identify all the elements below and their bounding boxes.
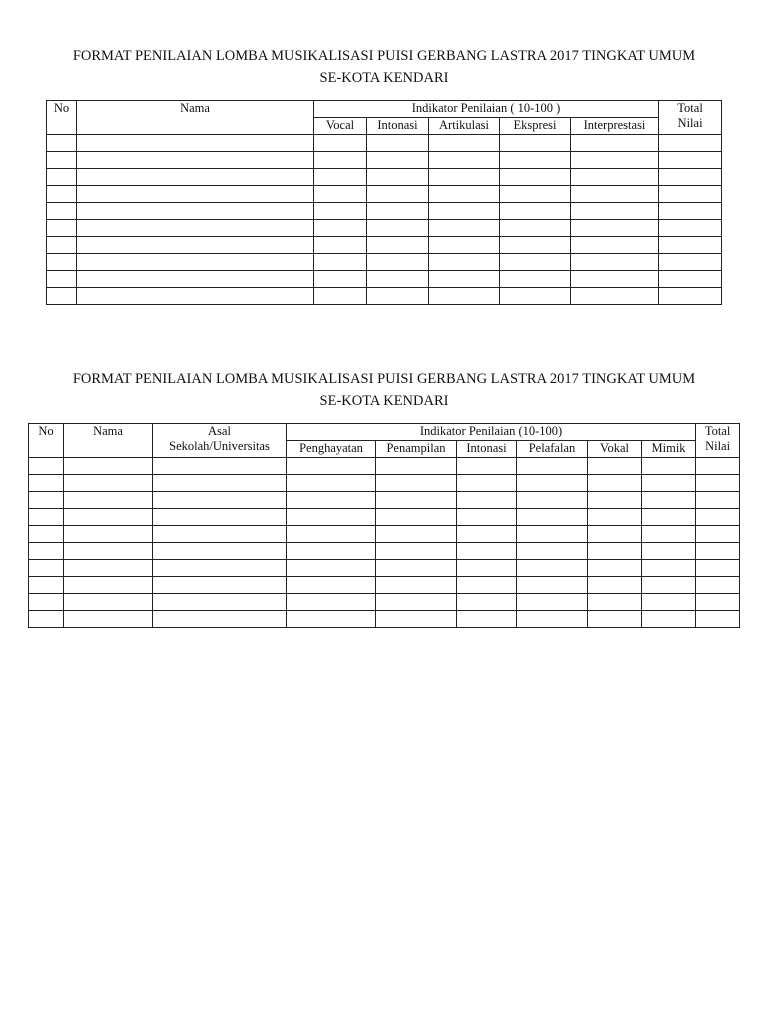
table-cell[interactable] bbox=[77, 288, 314, 305]
table-cell[interactable] bbox=[287, 594, 376, 611]
table-cell[interactable] bbox=[588, 611, 642, 628]
table-cell[interactable] bbox=[429, 186, 500, 203]
table-cell[interactable] bbox=[77, 135, 314, 152]
table-cell[interactable] bbox=[500, 169, 571, 186]
table-cell[interactable] bbox=[376, 492, 457, 509]
table-cell[interactable] bbox=[287, 526, 376, 543]
table-cell[interactable] bbox=[314, 237, 367, 254]
table-cell[interactable] bbox=[64, 458, 153, 475]
table-cell[interactable] bbox=[500, 220, 571, 237]
table-cell[interactable] bbox=[659, 288, 722, 305]
table-cell[interactable] bbox=[153, 526, 287, 543]
table-cell[interactable] bbox=[500, 152, 571, 169]
table-cell[interactable] bbox=[696, 594, 740, 611]
header-criterion: Mimik bbox=[642, 441, 696, 458]
table-cell[interactable] bbox=[287, 543, 376, 560]
table-cell[interactable] bbox=[696, 509, 740, 526]
table-cell[interactable] bbox=[457, 492, 517, 509]
table-cell[interactable] bbox=[287, 611, 376, 628]
table-cell[interactable] bbox=[642, 475, 696, 492]
header-criterion: Intonasi bbox=[457, 441, 517, 458]
table-cell[interactable] bbox=[314, 186, 367, 203]
table-cell[interactable] bbox=[287, 560, 376, 577]
table-cell[interactable] bbox=[642, 526, 696, 543]
table-cell[interactable] bbox=[588, 543, 642, 560]
table-cell[interactable] bbox=[314, 135, 367, 152]
table-cell[interactable] bbox=[64, 543, 153, 560]
table-cell[interactable] bbox=[64, 509, 153, 526]
table-cell[interactable] bbox=[77, 271, 314, 288]
table-cell[interactable] bbox=[367, 237, 429, 254]
table-cell[interactable] bbox=[696, 492, 740, 509]
table-row bbox=[29, 509, 740, 526]
table-cell[interactable] bbox=[367, 254, 429, 271]
table-cell[interactable] bbox=[376, 594, 457, 611]
table-cell[interactable] bbox=[153, 577, 287, 594]
table-cell[interactable] bbox=[287, 475, 376, 492]
table-cell[interactable] bbox=[429, 203, 500, 220]
table-cell[interactable] bbox=[659, 254, 722, 271]
table-cell[interactable] bbox=[287, 509, 376, 526]
table-cell[interactable] bbox=[376, 560, 457, 577]
table-cell[interactable] bbox=[500, 288, 571, 305]
form2-score-table bbox=[28, 423, 740, 628]
table-cell[interactable] bbox=[659, 152, 722, 169]
header-criterion: Vokal bbox=[588, 441, 642, 458]
table-cell[interactable] bbox=[77, 203, 314, 220]
table-cell[interactable] bbox=[376, 526, 457, 543]
table-cell[interactable] bbox=[500, 203, 571, 220]
table-cell[interactable] bbox=[314, 254, 367, 271]
table-cell[interactable] bbox=[153, 458, 287, 475]
header-indikator: Indikator Penilaian (10-100) bbox=[287, 424, 696, 441]
table-cell[interactable] bbox=[376, 475, 457, 492]
table-cell[interactable] bbox=[314, 169, 367, 186]
table-cell[interactable] bbox=[153, 611, 287, 628]
table-cell[interactable] bbox=[500, 186, 571, 203]
table-row bbox=[29, 458, 740, 475]
table-cell[interactable] bbox=[429, 237, 500, 254]
table-cell[interactable] bbox=[367, 186, 429, 203]
table-cell[interactable] bbox=[429, 152, 500, 169]
table-cell[interactable] bbox=[642, 509, 696, 526]
table-row bbox=[47, 152, 722, 169]
table-cell[interactable] bbox=[517, 543, 588, 560]
header-criterion: Intonasi bbox=[367, 118, 429, 135]
table-cell[interactable] bbox=[659, 220, 722, 237]
table-cell[interactable] bbox=[642, 594, 696, 611]
table-cell[interactable] bbox=[517, 492, 588, 509]
header-nama: Nama bbox=[77, 101, 314, 135]
table-row bbox=[29, 611, 740, 628]
table-cell[interactable] bbox=[367, 271, 429, 288]
form2-title-line2: SE-KOTA KENDARI bbox=[319, 393, 449, 409]
table-row bbox=[47, 203, 722, 220]
table-row bbox=[47, 288, 722, 305]
table-cell[interactable] bbox=[367, 203, 429, 220]
table-cell[interactable] bbox=[29, 475, 64, 492]
table-cell[interactable] bbox=[696, 543, 740, 560]
table-cell[interactable] bbox=[642, 492, 696, 509]
header-criterion: Vocal bbox=[314, 118, 367, 135]
table-cell[interactable] bbox=[429, 220, 500, 237]
table-cell[interactable] bbox=[517, 577, 588, 594]
table-cell[interactable] bbox=[457, 458, 517, 475]
form1-score-table bbox=[46, 100, 722, 305]
table-cell[interactable] bbox=[77, 152, 314, 169]
table-cell[interactable] bbox=[696, 526, 740, 543]
table-cell[interactable] bbox=[47, 220, 77, 237]
table-cell[interactable] bbox=[367, 288, 429, 305]
form1-title bbox=[0, 45, 768, 89]
table-cell[interactable] bbox=[29, 509, 64, 526]
table-cell[interactable] bbox=[517, 475, 588, 492]
table-row bbox=[47, 254, 722, 271]
table-cell[interactable] bbox=[314, 152, 367, 169]
table-cell[interactable] bbox=[153, 594, 287, 611]
table-cell[interactable] bbox=[571, 186, 659, 203]
table-cell[interactable] bbox=[29, 458, 64, 475]
header-criterion: Penghayatan bbox=[287, 441, 376, 458]
table-cell[interactable] bbox=[64, 594, 153, 611]
table-cell[interactable] bbox=[429, 288, 500, 305]
table-cell[interactable] bbox=[77, 237, 314, 254]
table-cell[interactable] bbox=[500, 135, 571, 152]
table-cell[interactable] bbox=[588, 509, 642, 526]
header-total-line2: Nilai bbox=[677, 116, 703, 130]
table-cell[interactable] bbox=[47, 169, 77, 186]
table-cell[interactable] bbox=[659, 186, 722, 203]
table-cell[interactable] bbox=[29, 526, 64, 543]
table-cell[interactable] bbox=[517, 594, 588, 611]
table-cell[interactable] bbox=[571, 203, 659, 220]
table-cell[interactable] bbox=[429, 169, 500, 186]
table-cell[interactable] bbox=[659, 271, 722, 288]
table-cell[interactable] bbox=[588, 492, 642, 509]
form2-title bbox=[0, 368, 768, 412]
table-cell[interactable] bbox=[47, 203, 77, 220]
table-cell[interactable] bbox=[642, 577, 696, 594]
table-cell[interactable] bbox=[367, 135, 429, 152]
table-cell[interactable] bbox=[457, 543, 517, 560]
table-cell[interactable] bbox=[642, 543, 696, 560]
table-cell[interactable] bbox=[47, 152, 77, 169]
table-cell[interactable] bbox=[571, 135, 659, 152]
table-row bbox=[47, 237, 722, 254]
header-no: No bbox=[47, 101, 77, 135]
header-total-line2: Nilai bbox=[705, 439, 731, 453]
header-asal-line2: Sekolah/Universitas bbox=[169, 439, 270, 453]
table-row bbox=[47, 271, 722, 288]
table-cell[interactable] bbox=[571, 288, 659, 305]
table-cell[interactable] bbox=[287, 492, 376, 509]
table-cell[interactable] bbox=[659, 237, 722, 254]
table-cell[interactable] bbox=[64, 560, 153, 577]
header-total-line1: Total bbox=[677, 101, 703, 115]
table-cell[interactable] bbox=[696, 475, 740, 492]
table-cell[interactable] bbox=[571, 271, 659, 288]
table-cell[interactable] bbox=[571, 254, 659, 271]
table-cell[interactable] bbox=[642, 560, 696, 577]
table-row bbox=[29, 594, 740, 611]
header-criterion: Pelafalan bbox=[517, 441, 588, 458]
table-cell[interactable] bbox=[500, 271, 571, 288]
header-indikator: Indikator Penilaian ( 10-100 ) bbox=[314, 101, 659, 118]
table-cell[interactable] bbox=[429, 271, 500, 288]
table-cell[interactable] bbox=[47, 288, 77, 305]
header-criterion: Artikulasi bbox=[429, 118, 500, 135]
table-cell[interactable] bbox=[376, 543, 457, 560]
table-cell[interactable] bbox=[77, 220, 314, 237]
table-cell[interactable] bbox=[457, 594, 517, 611]
table-row bbox=[29, 526, 740, 543]
table-cell[interactable] bbox=[64, 526, 153, 543]
table-cell[interactable] bbox=[588, 560, 642, 577]
table-cell[interactable] bbox=[29, 594, 64, 611]
table-cell[interactable] bbox=[659, 135, 722, 152]
table-cell[interactable] bbox=[314, 288, 367, 305]
table-cell[interactable] bbox=[64, 577, 153, 594]
table-cell[interactable] bbox=[153, 543, 287, 560]
table-cell[interactable] bbox=[500, 237, 571, 254]
table-cell[interactable] bbox=[29, 543, 64, 560]
table-row bbox=[29, 577, 740, 594]
header-asal bbox=[153, 424, 287, 458]
table-cell[interactable] bbox=[696, 458, 740, 475]
table-cell[interactable] bbox=[367, 169, 429, 186]
table-cell[interactable] bbox=[588, 458, 642, 475]
table-cell[interactable] bbox=[314, 220, 367, 237]
table-cell[interactable] bbox=[153, 509, 287, 526]
table-cell[interactable] bbox=[429, 254, 500, 271]
table-cell[interactable] bbox=[517, 526, 588, 543]
table-row bbox=[47, 169, 722, 186]
table-row bbox=[29, 560, 740, 577]
table-cell[interactable] bbox=[367, 152, 429, 169]
header-criterion: Ekspresi bbox=[500, 118, 571, 135]
header-criterion: Penampilan bbox=[376, 441, 457, 458]
table-cell[interactable] bbox=[29, 492, 64, 509]
table-cell[interactable] bbox=[29, 560, 64, 577]
table-cell[interactable] bbox=[47, 271, 77, 288]
table-row bbox=[47, 220, 722, 237]
table-cell[interactable] bbox=[588, 475, 642, 492]
table-cell[interactable] bbox=[517, 560, 588, 577]
table-cell[interactable] bbox=[77, 254, 314, 271]
table-cell[interactable] bbox=[696, 560, 740, 577]
table-cell[interactable] bbox=[47, 237, 77, 254]
table-cell[interactable] bbox=[571, 220, 659, 237]
table-cell[interactable] bbox=[588, 594, 642, 611]
table-cell[interactable] bbox=[517, 509, 588, 526]
table-cell[interactable] bbox=[29, 577, 64, 594]
header-total-line1: Total bbox=[704, 424, 731, 438]
table-cell[interactable] bbox=[429, 135, 500, 152]
table-cell[interactable] bbox=[457, 611, 517, 628]
table-row bbox=[47, 186, 722, 203]
header-total bbox=[659, 101, 722, 135]
table-cell[interactable] bbox=[457, 526, 517, 543]
table-cell[interactable] bbox=[642, 611, 696, 628]
table-cell[interactable] bbox=[153, 560, 287, 577]
form1-title-line2: SE-KOTA KENDARI bbox=[319, 70, 449, 86]
table-cell[interactable] bbox=[314, 203, 367, 220]
table-cell[interactable] bbox=[696, 577, 740, 594]
table-cell[interactable] bbox=[659, 203, 722, 220]
table-cell[interactable] bbox=[77, 186, 314, 203]
header-nama: Nama bbox=[64, 424, 153, 458]
table-cell[interactable] bbox=[642, 458, 696, 475]
table-cell[interactable] bbox=[77, 169, 314, 186]
table-cell[interactable] bbox=[47, 135, 77, 152]
table-cell[interactable] bbox=[64, 492, 153, 509]
table-cell[interactable] bbox=[153, 475, 287, 492]
table-cell[interactable] bbox=[64, 611, 153, 628]
header-asal-line1: Asal bbox=[208, 424, 231, 438]
table-cell[interactable] bbox=[314, 271, 367, 288]
form1-title-line1: FORMAT PENILAIAN LOMBA MUSIKALISASI PUISI GERBANG LASTRA 2017 TINGKAT UMUM bbox=[72, 48, 696, 64]
table-cell[interactable] bbox=[376, 458, 457, 475]
table-cell[interactable] bbox=[659, 169, 722, 186]
table-cell[interactable] bbox=[287, 577, 376, 594]
table-cell[interactable] bbox=[367, 220, 429, 237]
table-cell[interactable] bbox=[376, 577, 457, 594]
table-cell[interactable] bbox=[457, 475, 517, 492]
table-cell[interactable] bbox=[376, 611, 457, 628]
table-cell[interactable] bbox=[571, 237, 659, 254]
table-cell[interactable] bbox=[376, 509, 457, 526]
table-row bbox=[47, 135, 722, 152]
table-cell[interactable] bbox=[696, 611, 740, 628]
table-cell[interactable] bbox=[517, 458, 588, 475]
table-cell[interactable] bbox=[153, 492, 287, 509]
table-cell[interactable] bbox=[64, 475, 153, 492]
table-row bbox=[29, 543, 740, 560]
header-total bbox=[696, 424, 740, 458]
header-no: No bbox=[29, 424, 64, 458]
table-cell[interactable] bbox=[457, 560, 517, 577]
table-cell[interactable] bbox=[500, 254, 571, 271]
table-cell[interactable] bbox=[571, 169, 659, 186]
table-cell[interactable] bbox=[29, 611, 64, 628]
table-cell[interactable] bbox=[517, 611, 588, 628]
table-cell[interactable] bbox=[457, 577, 517, 594]
table-cell[interactable] bbox=[571, 152, 659, 169]
table-cell[interactable] bbox=[457, 509, 517, 526]
header-criterion: Interprestasi bbox=[571, 118, 659, 135]
table-row bbox=[29, 475, 740, 492]
table-cell[interactable] bbox=[287, 458, 376, 475]
table-row bbox=[29, 492, 740, 509]
table-cell[interactable] bbox=[47, 254, 77, 271]
table-cell[interactable] bbox=[47, 186, 77, 203]
table-cell[interactable] bbox=[588, 577, 642, 594]
form2-title-line1: FORMAT PENILAIAN LOMBA MUSIKALISASI PUISI GERBANG LASTRA 2017 TINGKAT UMUM bbox=[72, 371, 696, 387]
table-cell[interactable] bbox=[588, 526, 642, 543]
